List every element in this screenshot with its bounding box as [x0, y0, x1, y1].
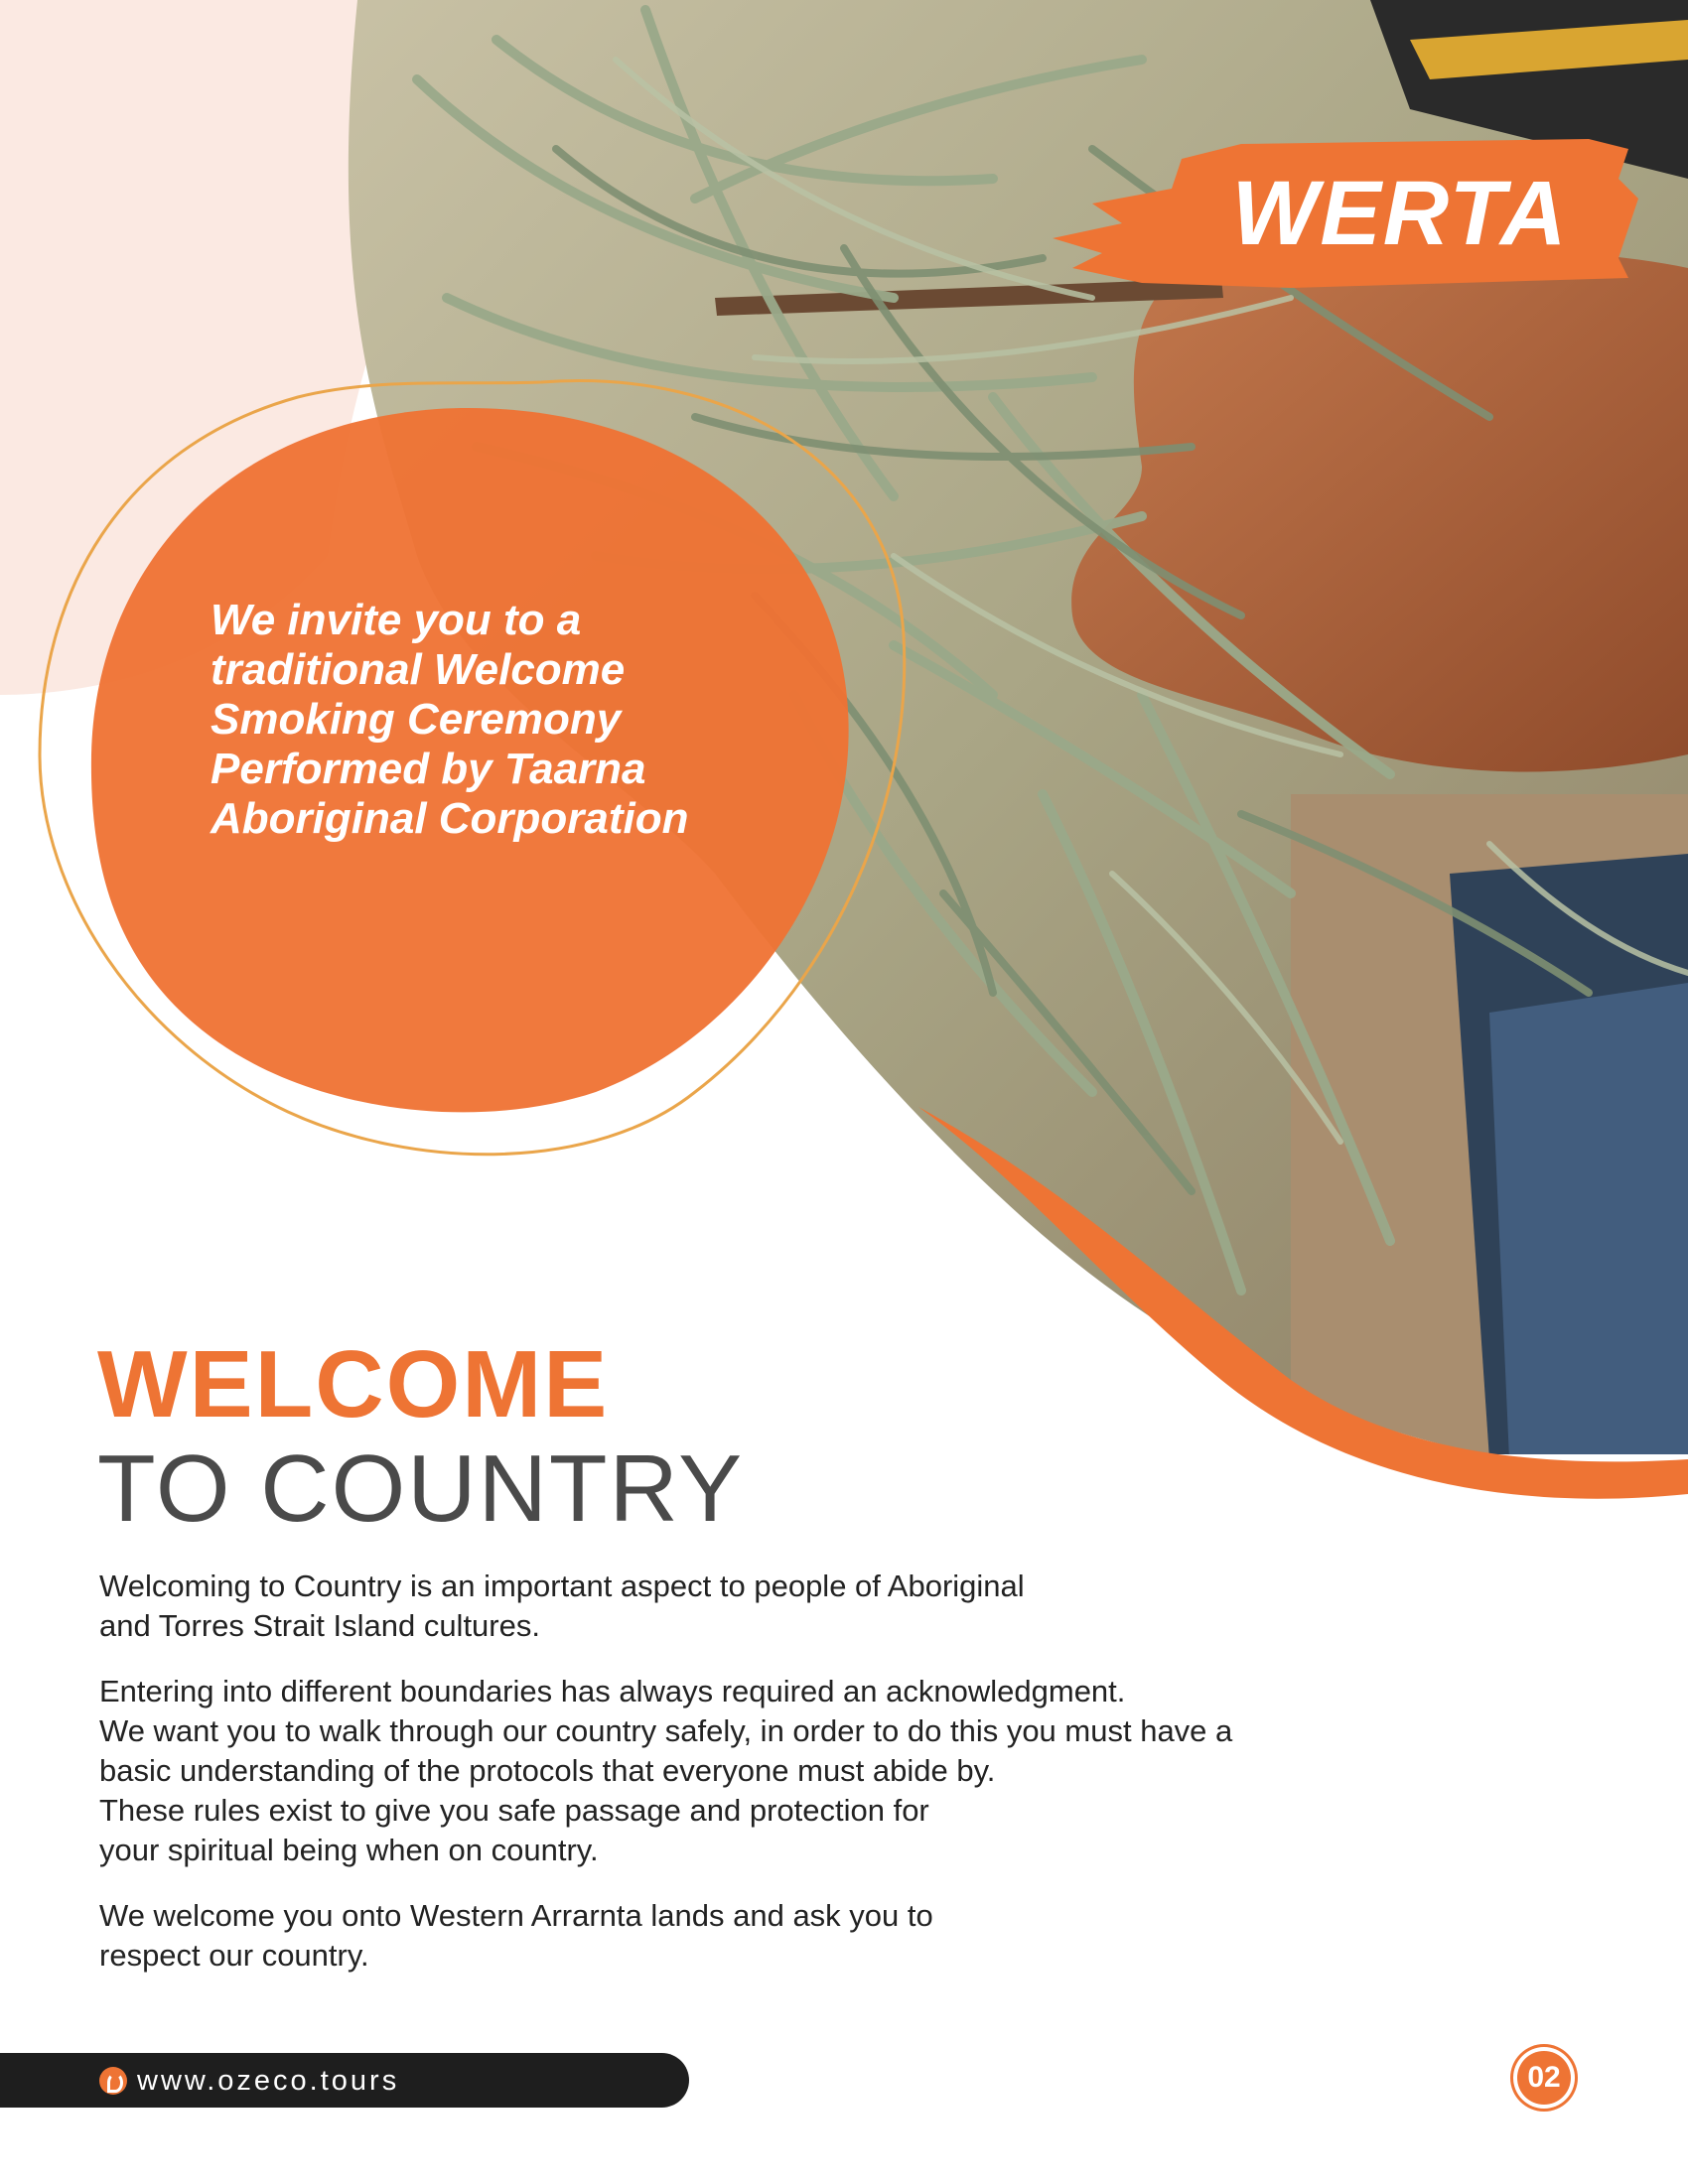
invite-line: We invite you to a — [211, 596, 582, 644]
page-number-badge: 02 — [1517, 2051, 1571, 2105]
text-line: We welcome you onto Western Arrarnta lands and ask you to — [99, 1898, 933, 1933]
invite-text — [211, 596, 826, 844]
text-line: Welcoming to Country is an important aspect to people of Aboriginal — [99, 1569, 1025, 1603]
text-line: and Torres Strait Island cultures. — [99, 1608, 540, 1643]
ozeco-logo-icon — [99, 2067, 127, 2095]
footer-url-link[interactable]: www.ozeco.tours — [137, 2065, 400, 2097]
invite-line: Performed by Taarna — [211, 745, 646, 793]
footer-bar — [0, 2053, 689, 2108]
text-line: your spiritual being when on country. — [99, 1833, 599, 1867]
text-line: basic understanding of the protocols that everyone must abide by. — [99, 1753, 996, 1788]
text-line: We want you to walk through our country safely, in order to do this you must have a — [99, 1713, 1233, 1748]
text-line: These rules exist to give you safe passage and protection for — [99, 1793, 929, 1828]
paragraph — [99, 1896, 1509, 1976]
heading-welcome: WELCOME — [97, 1331, 610, 1437]
paragraph — [99, 1567, 1509, 1646]
invite-line: Smoking Ceremony — [211, 695, 622, 744]
heading-to-country: TO COUNTRY — [97, 1435, 745, 1542]
text-line: respect our country. — [99, 1938, 369, 1973]
body-text — [99, 1567, 1509, 2001]
paragraph — [99, 1672, 1509, 1870]
invite-line: traditional Welcome — [211, 645, 626, 694]
werta-title: WERTA — [1231, 163, 1569, 264]
invite-line: Aboriginal Corporation — [211, 794, 689, 843]
text-line: Entering into different boundaries has always required an acknowledgment. — [99, 1674, 1126, 1708]
